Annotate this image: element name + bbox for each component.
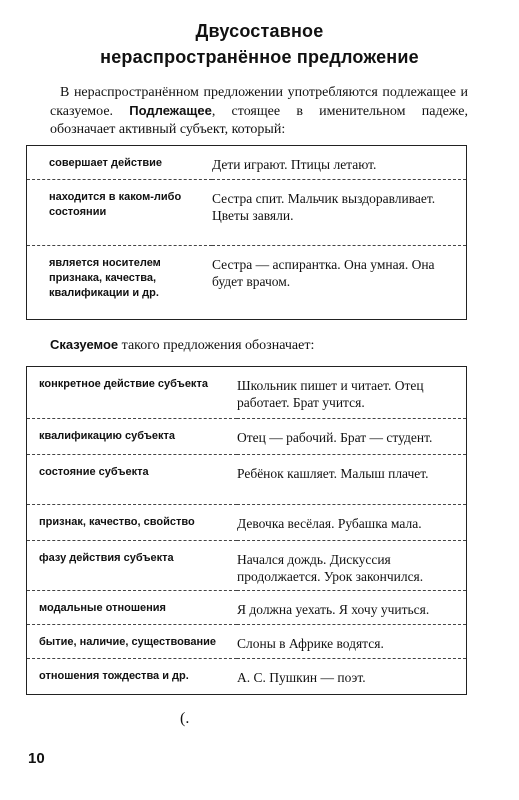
predicate-bold-term: Сказуемое xyxy=(50,337,119,352)
intro-paragraph xyxy=(50,84,468,139)
predicate-example: А. С. Пушкин — поэт. xyxy=(237,659,467,695)
table-row xyxy=(27,659,467,695)
predicate-intro-text: такого предложения обозначает: xyxy=(118,338,315,353)
page-title-line2: нераспространённое предложение xyxy=(100,47,419,67)
subject-example-cell xyxy=(212,180,467,246)
subject-feature: совершает действие xyxy=(49,157,163,169)
predicate-example: Отец — рабочий. Брат — студент. xyxy=(237,419,467,455)
predicate-intro xyxy=(50,336,314,355)
predicate-meaning: признак, качество, свойство xyxy=(27,505,238,541)
page-title-line1: Двусоставное xyxy=(195,21,324,41)
intro-bold-term: Подлежащее xyxy=(129,103,212,118)
subject-example: Сестра — аспирантка. Она умная. Она будет врачом. xyxy=(212,246,467,320)
table-row xyxy=(27,419,467,455)
predicate-example: Девочка весёлая. Рубашка мала. xyxy=(237,505,467,541)
table-row xyxy=(27,591,467,625)
predicate-meaning: конкретное действие субъекта xyxy=(39,378,208,390)
predicate-meaning: фазу действия субъекта xyxy=(27,541,238,591)
predicate-meaning: модальные отношения xyxy=(27,591,238,625)
intro-text-part2: , стоящее в именительном падеже, обозначает активный субъект, который: xyxy=(50,104,468,137)
page-number: 10 xyxy=(28,750,45,767)
predicate-meaning: состояние субъекта xyxy=(27,455,238,505)
subject-example: Сестра спит. Мальчик выздоравливает. xyxy=(212,191,436,206)
subject-feature: находится в каком-либо состоянии xyxy=(27,180,213,246)
predicate-example: Слоны в Африке водятся. xyxy=(237,625,467,659)
predicate-example: Начался дождь. Дискуссия продолжается. Урок закончился. xyxy=(237,541,467,591)
predicate-table xyxy=(26,366,467,695)
table-row xyxy=(27,505,467,541)
predicate-example: Школьник пишет и читает. Отец работает. Брат учится. xyxy=(237,378,424,410)
predicate-example: Я должна уехать. Я хочу учиться. xyxy=(237,591,467,625)
stray-pen-mark: (. xyxy=(180,710,190,727)
table-row xyxy=(27,246,467,320)
table-row xyxy=(27,367,467,419)
predicate-meaning: отношения тождества и др. xyxy=(27,659,238,695)
predicate-meaning: бытие, наличие, существование xyxy=(27,625,238,659)
table-row xyxy=(27,180,467,246)
table-row xyxy=(27,455,467,505)
subject-table xyxy=(26,145,467,320)
predicate-meaning: квалификацию субъекта xyxy=(27,419,238,455)
subject-feature: является носителем признака, качества, квалификации и др. xyxy=(27,246,213,320)
table-row xyxy=(27,625,467,659)
predicate-example: Ребёнок кашляет. Малыш плачет. xyxy=(237,455,467,505)
subject-example: Цветы завяли. xyxy=(212,208,294,223)
table-row xyxy=(27,146,467,180)
subject-example: Дети играют. Птицы летают. xyxy=(212,157,377,172)
table-row xyxy=(27,541,467,591)
intro-text-part1: В нераспространённом предложении употребляются подлежащее и сказуемое. xyxy=(50,85,468,119)
